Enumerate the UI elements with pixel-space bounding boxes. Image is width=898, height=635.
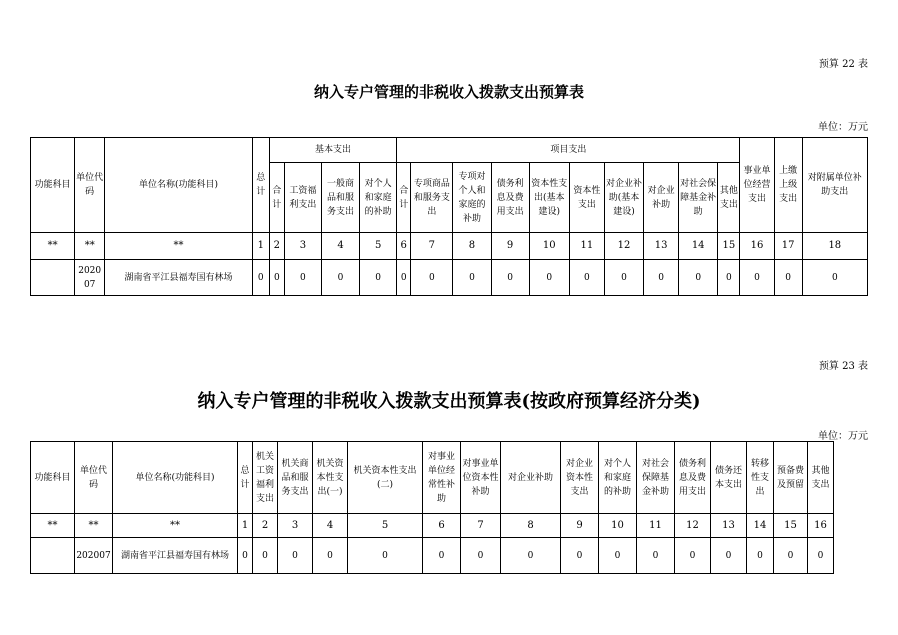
data-cell: 0 — [461, 538, 501, 574]
index-cell: 5 — [348, 514, 423, 538]
index-cell: 6 — [397, 233, 411, 260]
header-func-subject: 功能科目 — [31, 138, 75, 233]
data-cell: 0 — [711, 538, 747, 574]
index-cell: 5 — [360, 233, 397, 260]
header-project-group: 项目支出 — [397, 138, 740, 163]
data-cell: 0 — [348, 538, 423, 574]
header-basic-col: 对个人和家庭的补助 — [360, 163, 397, 233]
index-cell: ** — [75, 514, 113, 538]
index-cell: 2 — [269, 233, 284, 260]
header-col: 对事业单位经常性补助 — [423, 442, 461, 514]
index-cell: 1 — [252, 233, 269, 260]
header-project-col: 合计 — [397, 163, 411, 233]
index-cell: 11 — [569, 233, 604, 260]
data-cell: 0 — [313, 538, 348, 574]
data-cell: 0 — [637, 538, 675, 574]
header-project-col: 对企业补助(基本建设) — [604, 163, 643, 233]
header-col: 机关资本性支出(一) — [313, 442, 348, 514]
header-project-col: 专项商品和服务支出 — [411, 163, 453, 233]
data-cell: 0 — [774, 260, 802, 296]
data-cell: 0 — [740, 260, 774, 296]
index-row — [31, 233, 868, 260]
header-col: 债务利息及费用支出 — [675, 442, 711, 514]
index-cell: 10 — [599, 514, 637, 538]
index-cell: 7 — [461, 514, 501, 538]
index-cell: ** — [105, 233, 253, 260]
index-cell: ** — [75, 233, 105, 260]
table-22-title: 纳入专户管理的非税收入拨款支出预算表 — [313, 83, 584, 101]
header-tail: 上缴上级支出 — [774, 138, 802, 233]
data-cell-unit-name: 湖南省平江县福寿国有林场 — [113, 538, 238, 574]
table-row — [31, 538, 898, 574]
header-col: 对企业补助 — [501, 442, 561, 514]
header-col: 对事业单位资本性补助 — [461, 442, 501, 514]
index-cell: 4 — [313, 514, 348, 538]
header-basic-col: 一般商品和服务支出 — [321, 163, 359, 233]
index-cell: ** — [113, 514, 238, 538]
index-cell: 6 — [423, 514, 461, 538]
index-cell: 3 — [284, 233, 321, 260]
data-cell: 0 — [561, 538, 599, 574]
data-cell: 0 — [774, 538, 808, 574]
index-cell: ** — [31, 514, 75, 538]
data-cell — [31, 538, 75, 574]
data-cell: 0 — [278, 538, 313, 574]
index-row — [31, 514, 898, 538]
index-cell: 4 — [321, 233, 359, 260]
header-basic-col: 工资福利支出 — [284, 163, 321, 233]
data-cell: 0 — [252, 260, 269, 296]
header-col: 对社会保障基金补助 — [637, 442, 675, 514]
form-number-23: 预算 23 表 — [818, 361, 868, 372]
header-project-col: 债务利息及费用支出 — [491, 163, 529, 233]
header-unit-code: 单位代码 — [75, 442, 113, 514]
data-cell: 0 — [802, 260, 867, 296]
header-unit-code: 单位代码 — [75, 138, 105, 233]
header-col: 对企业资本性支出 — [561, 442, 599, 514]
index-cell: 7 — [411, 233, 453, 260]
index-cell: 1 — [238, 514, 253, 538]
index-cell: 9 — [491, 233, 529, 260]
data-cell — [31, 260, 75, 296]
data-cell: 0 — [604, 260, 643, 296]
index-cell: 11 — [637, 514, 675, 538]
index-cell: 8 — [453, 233, 491, 260]
header-col: 机关资本性支出(二) — [348, 442, 423, 514]
budget-table-23 — [30, 441, 898, 574]
index-cell: 13 — [711, 514, 747, 538]
data-cell: 0 — [679, 260, 718, 296]
index-cell: 9 — [561, 514, 599, 538]
index-cell: 15 — [774, 514, 808, 538]
header-basic-group: 基本支出 — [269, 138, 396, 163]
data-cell: 0 — [238, 538, 253, 574]
index-cell: 12 — [675, 514, 711, 538]
data-cell: 0 — [747, 538, 774, 574]
index-cell: 14 — [679, 233, 718, 260]
header-unit-name: 单位名称(功能科目) — [113, 442, 238, 514]
index-cell: 13 — [644, 233, 679, 260]
data-cell: 0 — [253, 538, 278, 574]
table-row — [31, 260, 868, 296]
header-project-col: 资本性支出 — [569, 163, 604, 233]
index-cell: 15 — [718, 233, 740, 260]
header-project-col: 资本性支出(基本建设) — [529, 163, 569, 233]
data-cell: 0 — [423, 538, 461, 574]
data-cell: 0 — [284, 260, 321, 296]
data-cell: 0 — [808, 538, 834, 574]
data-cell: 0 — [718, 260, 740, 296]
header-col: 对个人和家庭的补助 — [599, 442, 637, 514]
data-cell: 0 — [411, 260, 453, 296]
header-project-col: 对企业补助 — [644, 163, 679, 233]
data-cell: 0 — [321, 260, 359, 296]
header-unit-name: 单位名称(功能科目) — [105, 138, 253, 233]
index-cell: 16 — [808, 514, 834, 538]
data-cell: 0 — [675, 538, 711, 574]
data-cell: 0 — [599, 538, 637, 574]
index-cell: 17 — [774, 233, 802, 260]
index-cell: 2 — [253, 514, 278, 538]
data-cell: 0 — [644, 260, 679, 296]
header-total: 总计 — [252, 138, 269, 233]
header-col: 其他支出 — [808, 442, 834, 514]
index-cell: ** — [31, 233, 75, 260]
data-cell-unit-code: 202007 — [75, 260, 105, 296]
header-func-subject: 功能科目 — [31, 442, 75, 514]
header-col: 转移性支出 — [747, 442, 774, 514]
data-cell: 0 — [397, 260, 411, 296]
header-col: 债务还本支出 — [711, 442, 747, 514]
index-cell: 10 — [529, 233, 569, 260]
header-tail: 对附属单位补助支出 — [802, 138, 867, 233]
data-cell: 0 — [491, 260, 529, 296]
index-cell: 18 — [802, 233, 867, 260]
data-cell: 0 — [269, 260, 284, 296]
header-col: 机关商品和服务支出 — [278, 442, 313, 514]
header-basic-col: 合计 — [269, 163, 284, 233]
data-cell-unit-code: 202007 — [75, 538, 113, 574]
header-total: 总计 — [238, 442, 253, 514]
header-tail: 事业单位经营支出 — [740, 138, 774, 233]
index-cell: 3 — [278, 514, 313, 538]
header-project-col: 专项对个人和家庭的补助 — [453, 163, 491, 233]
index-cell: 12 — [604, 233, 643, 260]
data-cell: 0 — [501, 538, 561, 574]
table-23-title: 纳入专户管理的非税收入拨款支出预算表(按政府预算经济分类) — [197, 391, 701, 412]
unit-label-22: 单位：万元 — [818, 122, 868, 133]
data-cell-unit-name: 湖南省平江县福寿国有林场 — [105, 260, 253, 296]
data-cell: 0 — [569, 260, 604, 296]
index-cell: 16 — [740, 233, 774, 260]
data-cell: 0 — [360, 260, 397, 296]
header-project-col: 对社会保障基金补助 — [679, 163, 718, 233]
header-project-col: 其他支出 — [718, 163, 740, 233]
form-number-22: 预算 22 表 — [818, 59, 868, 70]
budget-table-22 — [30, 137, 868, 296]
index-cell: 14 — [747, 514, 774, 538]
index-cell: 8 — [501, 514, 561, 538]
data-cell: 0 — [453, 260, 491, 296]
header-col: 预备费及预留 — [774, 442, 808, 514]
header-col: 机关工资福利支出 — [253, 442, 278, 514]
data-cell: 0 — [529, 260, 569, 296]
unit-label-23: 单位：万元 — [818, 431, 868, 442]
